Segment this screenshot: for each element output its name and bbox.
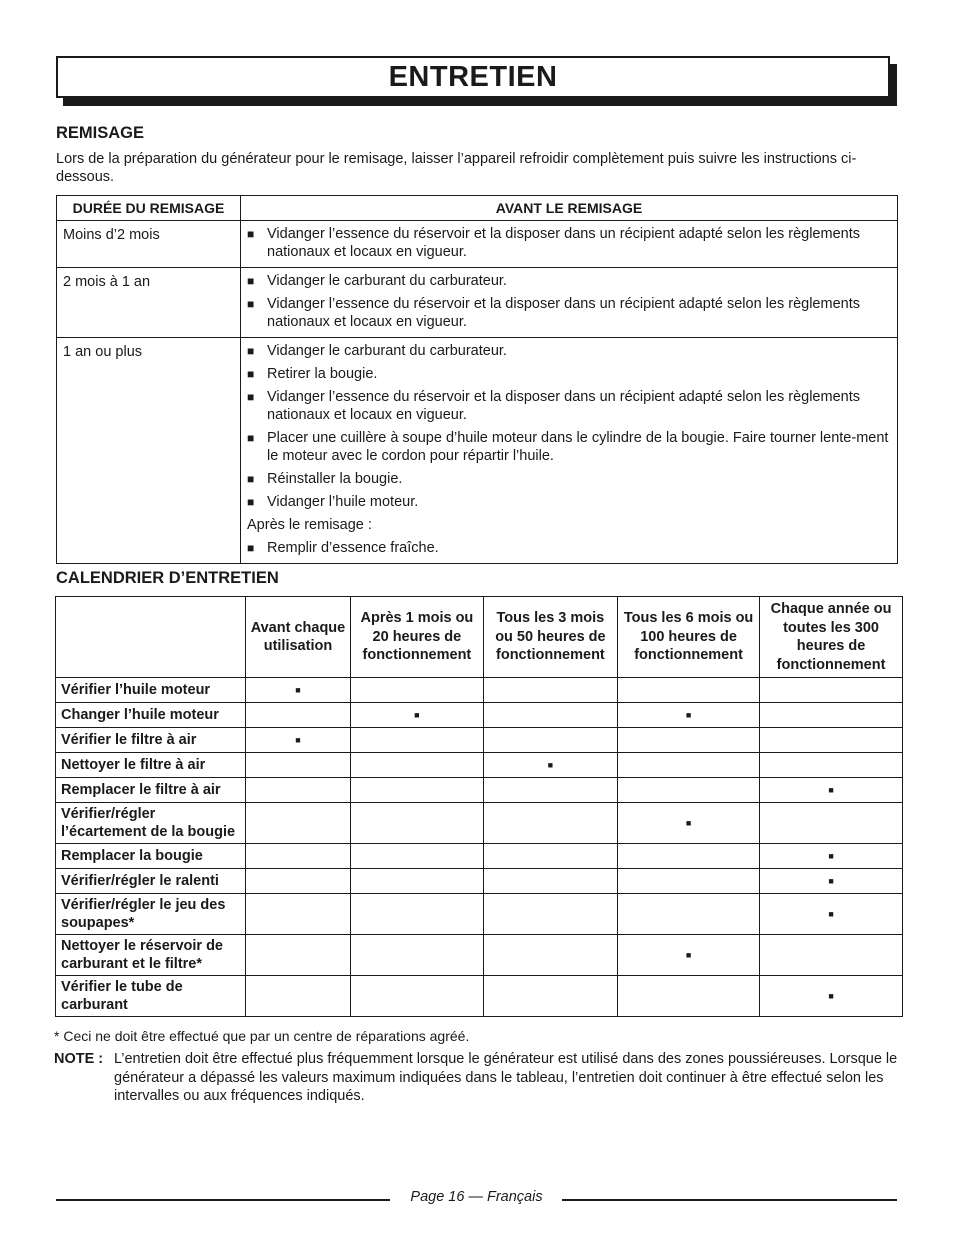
schedule-cell: [760, 728, 903, 753]
schedule-row: [56, 935, 903, 976]
schedule-cell: [760, 935, 903, 976]
schedule-cell: [245, 976, 350, 1017]
schedule-cell: [351, 894, 484, 935]
bullet-text: Remplir d’essence fraîche.: [267, 540, 439, 556]
schedule-task: Vérifier l’huile moteur: [56, 678, 246, 703]
schedule-row: [56, 869, 903, 894]
bullet-item: [247, 342, 891, 360]
storage-row: [57, 338, 898, 564]
schedule-cell: [351, 753, 484, 778]
bullet-text: Vidanger l’essence du réservoir et la disposer dans un récipient adapté selon les règlements nationaux et locaux en vigueur.: [267, 226, 860, 260]
schedule-cell: [245, 753, 350, 778]
schedule-task: Remplacer le filtre à air: [56, 778, 246, 803]
bullet-square-icon: ■: [247, 541, 255, 555]
note-text: L’entretien doit être effectué plus fréquemment lorsque le générateur est utilisé dans des zones poussiéreuses. Lorsque le générateur a dépassé les valeurs maximum indiquées dans le tableau, l’entretien doit continuer à être effectué selon les intervalles ou aux fréquences indiqués.: [114, 1051, 898, 1104]
storage-row: [57, 221, 898, 268]
schedule-cell: [351, 976, 484, 1017]
schedule-cell: [351, 935, 484, 976]
storage-duration: Moins d’2 mois: [57, 221, 241, 268]
schedule-cell: [483, 894, 617, 935]
bullet-square-icon: ■: [247, 367, 255, 381]
bullet-text: Vidanger le carburant du carburateur.: [267, 343, 507, 359]
schedule-cell: [351, 844, 484, 869]
bullet-item: [247, 470, 891, 488]
schedule-cell: [760, 703, 903, 728]
schedule-cell: [245, 678, 350, 703]
storage-table: [56, 195, 898, 564]
schedule-cell: [483, 753, 617, 778]
bullet-item: [247, 429, 891, 465]
footnote: * Ceci ne doit être effectué que par un centre de réparations agréé.: [54, 1028, 470, 1044]
schedule-cell: [618, 753, 760, 778]
schedule-cell: [618, 844, 760, 869]
schedule-task: Vérifier/régler le jeu des soupapes*: [56, 894, 246, 935]
bullet-item: [247, 388, 891, 424]
schedule-col-header: Tous les 6 mois ou 100 heures de fonctionnement: [618, 597, 760, 678]
schedule-col-header: Avant chaque utilisation: [245, 597, 350, 678]
schedule-row: [56, 678, 903, 703]
schedule-col-header: Chaque année ou toutes les 300 heures de fonctionnement: [760, 597, 903, 678]
maintenance-schedule-table: [55, 596, 903, 1017]
bullet-text: Vidanger l’huile moteur.: [267, 494, 419, 510]
schedule-row: [56, 753, 903, 778]
schedule-cell: [351, 728, 484, 753]
schedule-cell: [483, 678, 617, 703]
bullet-item: [247, 225, 891, 261]
schedule-cell: [351, 703, 484, 728]
bullet-item: [247, 295, 891, 331]
note: [54, 1050, 904, 1106]
schedule-row: [56, 728, 903, 753]
schedule-task: Vérifier le filtre à air: [56, 728, 246, 753]
schedule-row: [56, 894, 903, 935]
storage-col-duration-header: DURÉE DU REMISAGE: [57, 196, 241, 221]
schedule-cell: [618, 894, 760, 935]
page-number: Page 16 — Français: [410, 1189, 543, 1205]
note-label: NOTE :: [54, 1051, 104, 1067]
schedule-cell: [483, 976, 617, 1017]
schedule-mark-icon: ■: [295, 685, 301, 695]
page-title-box: [56, 56, 890, 98]
bullet-square-icon: ■: [247, 472, 255, 486]
schedule-cell: [245, 844, 350, 869]
after-storage-label: Après le remisage :: [247, 517, 372, 533]
schedule-cell: [618, 976, 760, 1017]
bullet-square-icon: ■: [247, 274, 255, 288]
bullet-text: Vidanger l’essence du réservoir et la disposer dans un récipient adapté selon les règlements nationaux et locaux en vigueur.: [267, 296, 860, 330]
bullet-square-icon: ■: [247, 344, 255, 358]
calendrier-heading: CALENDRIER D’ENTRETIEN: [56, 569, 279, 587]
bullet-square-icon: ■: [247, 495, 255, 509]
schedule-cell: [245, 894, 350, 935]
schedule-cell: [245, 703, 350, 728]
schedule-cell: [760, 803, 903, 844]
schedule-cell: [483, 803, 617, 844]
schedule-cell: [760, 678, 903, 703]
schedule-mark-icon: ■: [295, 735, 301, 745]
bullet-square-icon: ■: [247, 390, 255, 404]
bullet-item: [247, 272, 891, 290]
schedule-cell: [351, 678, 484, 703]
schedule-cell: [760, 894, 903, 935]
schedule-cell: [483, 935, 617, 976]
storage-row: [57, 268, 898, 338]
footer-rule-right: [562, 1199, 897, 1201]
schedule-cell: [760, 753, 903, 778]
storage-instructions: [241, 221, 898, 268]
schedule-row: [56, 778, 903, 803]
schedule-cell: [245, 728, 350, 753]
bullet-square-icon: ■: [247, 227, 255, 241]
storage-instructions: [241, 338, 898, 564]
storage-duration: 2 mois à 1 an: [57, 268, 241, 338]
schedule-cell: [483, 778, 617, 803]
bullet-item: [247, 493, 891, 511]
schedule-task: Vérifier/régler le ralenti: [56, 869, 246, 894]
schedule-task: Changer l’huile moteur: [56, 703, 246, 728]
bullet-item: [247, 539, 891, 557]
schedule-table-body: [56, 678, 903, 1017]
schedule-row: [56, 803, 903, 844]
schedule-mark-icon: ■: [828, 909, 834, 919]
storage-col-before-header: AVANT LE REMISAGE: [241, 196, 898, 221]
schedule-cell: [483, 728, 617, 753]
schedule-row: [56, 844, 903, 869]
schedule-col-header: Tous les 3 mois ou 50 heures de fonctionnement: [483, 597, 617, 678]
schedule-mark-icon: ■: [685, 950, 692, 960]
schedule-mark-icon: ■: [685, 818, 692, 828]
bullet-text: Placer une cuillère à soupe d’huile moteur dans le cylindre de la bougie. Faire tourner lente-ment le moteur avec le cordon pour répartir l’huile.: [267, 430, 889, 464]
schedule-cell: [618, 935, 760, 976]
schedule-task: Remplacer la bougie: [56, 844, 246, 869]
page-footer: [56, 1189, 897, 1209]
schedule-cell: [351, 778, 484, 803]
remisage-intro: Lors de la préparation du générateur pour le remisage, laisser l’appareil refroidir complètement puis suivre les instructions ci-dessous.: [56, 151, 857, 185]
schedule-cell: [351, 869, 484, 894]
schedule-cell: [760, 844, 903, 869]
storage-instructions: [241, 268, 898, 338]
bullet-text: Vidanger le carburant du carburateur.: [267, 273, 507, 289]
schedule-cell: [760, 976, 903, 1017]
schedule-mark-icon: ■: [828, 876, 834, 886]
schedule-cell: [760, 869, 903, 894]
schedule-row: [56, 976, 903, 1017]
schedule-mark-icon: ■: [685, 710, 692, 720]
storage-duration: 1 an ou plus: [57, 338, 241, 564]
schedule-row: [56, 703, 903, 728]
bullet-square-icon: ■: [247, 297, 255, 311]
schedule-task: Nettoyer le filtre à air: [56, 753, 246, 778]
schedule-cell: [245, 803, 350, 844]
schedule-cell: [483, 869, 617, 894]
bullet-text: Vidanger l’essence du réservoir et la disposer dans un récipient adapté selon les règlements nationaux et locaux en vigueur.: [267, 389, 860, 423]
schedule-header-row: [56, 597, 903, 678]
schedule-cell: [245, 869, 350, 894]
schedule-cell: [351, 803, 484, 844]
schedule-col-header: [56, 597, 246, 678]
schedule-task: Nettoyer le réservoir de carburant et le filtre*: [56, 935, 246, 976]
schedule-cell: [618, 778, 760, 803]
schedule-cell: [618, 703, 760, 728]
schedule-mark-icon: ■: [828, 991, 834, 1001]
schedule-mark-icon: ■: [828, 851, 834, 861]
bullet-text: Retirer la bougie.: [267, 366, 378, 382]
bullet-square-icon: ■: [247, 431, 255, 445]
schedule-cell: [245, 935, 350, 976]
schedule-cell: [760, 778, 903, 803]
schedule-cell: [483, 844, 617, 869]
schedule-mark-icon: ■: [414, 710, 420, 720]
schedule-mark-icon: ■: [547, 760, 554, 770]
schedule-cell: [618, 869, 760, 894]
schedule-cell: [245, 778, 350, 803]
schedule-task: Vérifier/régler l’écartement de la bougie: [56, 803, 246, 844]
remisage-heading: REMISAGE: [56, 124, 145, 142]
schedule-mark-icon: ■: [828, 785, 834, 795]
schedule-cell: [618, 678, 760, 703]
storage-table-body: [57, 221, 898, 564]
schedule-task: Vérifier le tube de carburant: [56, 976, 246, 1017]
bullet-item: [247, 365, 891, 383]
schedule-col-header: Après 1 mois ou 20 heures de fonctionnement: [351, 597, 484, 678]
schedule-cell: [618, 728, 760, 753]
schedule-cell: [483, 703, 617, 728]
bullet-text: Réinstaller la bougie.: [267, 471, 403, 487]
page-title: ENTRETIEN: [388, 60, 558, 93]
schedule-cell: [618, 803, 760, 844]
